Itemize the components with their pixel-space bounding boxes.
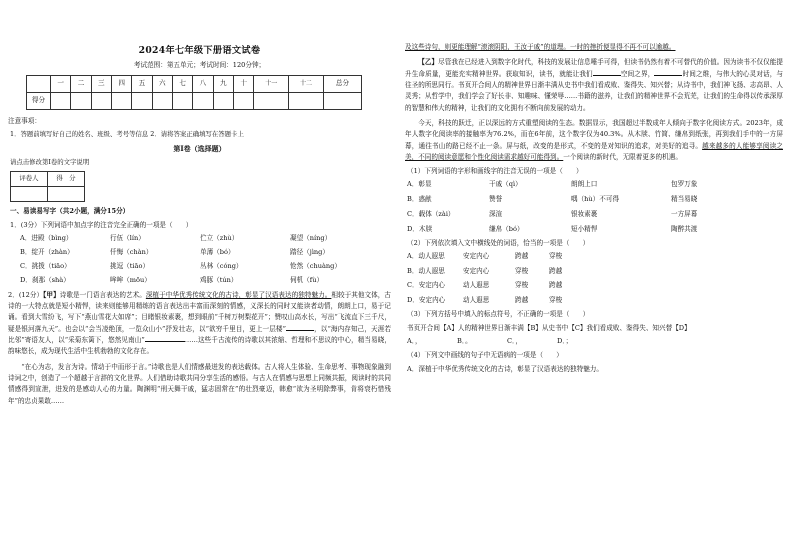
passage-yi-text-a: 尽管我在已经进入到数字化时代，科技的发展让信息唾手可得，但读书仍然有着不可替代的价值。因为读书不仅仅能提升生命质量，更能充实精神世界。获取知识，读书，就能让我们: [405, 58, 783, 78]
q2-blank-1[interactable]: [286, 325, 314, 331]
q1-option-b-1[interactable]: B．绽开（zhàn）: [20, 247, 74, 256]
passage-continued-text: 及这些诗句，则更能理解“滚滚阴阳，王汝于戚”的道理。一时的挫折便显得不再不可以逾越。: [405, 43, 676, 51]
score-header-cell: [289, 75, 324, 92]
score-header-row: [27, 75, 362, 92]
sq2-b-4: 跨越: [549, 266, 563, 275]
score-input-cell[interactable]: [289, 92, 324, 109]
q2-p1-a: 诗歌是一门语言表达的艺术。: [59, 290, 146, 299]
score-input-cell[interactable]: [71, 92, 91, 109]
sq2-b-3: 穿梭: [515, 266, 529, 275]
score-header-stacked: 十二: [300, 79, 313, 87]
sq2-d-2: 动人遐思: [463, 296, 490, 305]
sq2-d-1[interactable]: D．安定内心: [407, 296, 446, 305]
question-1-options: [20, 234, 391, 286]
score-header-cell: 六: [152, 75, 172, 92]
question-2-passage-a: [8, 290, 391, 358]
left-column: [8, 0, 391, 560]
sq1-a-3: 朗朗上口: [571, 180, 598, 189]
sq1-b-1[interactable]: B．惑献: [407, 195, 432, 204]
part1-title: 第Ⅰ卷（选择题）: [173, 144, 226, 154]
score-input-cell[interactable]: [233, 92, 253, 109]
passage-continued: [405, 42, 783, 53]
score-header-cell: 四: [111, 75, 131, 92]
score-input-cell[interactable]: [152, 92, 172, 109]
exam-title: 2024年七年级下册语文试卷: [138, 45, 261, 56]
sq3-option-a[interactable]: A．，: [407, 336, 422, 345]
exam-info: 考试范围：第五单元；考试时间：120分钟；: [133, 60, 266, 69]
sq3-option-c[interactable]: C．，: [507, 336, 522, 345]
score-input-cell[interactable]: [323, 92, 361, 109]
passage-yi-2-b: 2023年，成年人数字化阅读率的接触率为76.2%，而在6年前，这个数字仅为40.3%。从木牍、竹简、缣帛到纸张，再到我们手中的一方屏幕，通往书山的路已经不止一条。屏与纸，改变的是形式，不变的是对知识的追求，对美好的追寻。: [405, 118, 783, 150]
q2-blank-2[interactable]: [145, 336, 185, 342]
q1-option-c-4: 怆然（chuàng）: [290, 261, 341, 270]
sub-question-3-options: [407, 337, 783, 347]
score-input-cell[interactable]: [172, 92, 192, 109]
score-header-cell: 五: [132, 75, 152, 92]
q2-underlined-sentence: 深植于中华优秀传统文化的古诗，彰显了汉语表达的独特魅力。: [145, 290, 332, 299]
q1-option-b-4: 踏径（jìng）: [290, 247, 329, 256]
note-item: 1．答题前填写好自己的姓名、班级、考号等信息 2．请将答案正确填写在答题卡上: [10, 129, 244, 138]
sq3-option-d[interactable]: D．；: [557, 336, 573, 345]
passage-yi-1: [405, 57, 783, 114]
score-header-cell: 七: [172, 75, 192, 92]
q1-option-a-2: 行伍（lín）: [110, 234, 145, 243]
sub-question-2: （2）下列依次填入文中横线处的词语，恰当的一项是（ ）: [407, 238, 590, 247]
sub-question-3-sentence: 书页开合间【A】人的精神世界日渐丰满【B】从史书中【C】我们看成败、鉴得失、知兴替【D】: [407, 324, 691, 333]
score-corner-cell: [27, 75, 51, 92]
sq2-b-1[interactable]: B．动人遐思: [407, 266, 445, 275]
sq1-a-4: 包罗万象: [671, 180, 698, 189]
passage-yi-blank-2[interactable]: [654, 70, 682, 76]
q1-option-c-3: 丛林（cóng）: [200, 261, 243, 270]
q1-option-a-4: 凝望（níng）: [290, 234, 332, 243]
q1-option-d-1[interactable]: D．刹那（shà）: [20, 275, 70, 284]
sub-question-2-options: [407, 252, 783, 307]
question-2-passage-b: “在心为志，发言为诗。情动于中而形于言。”诗歌也是人们情感最迸发的表达载体。古人将人生体验、生命思考、事物现象融到诗词之中，创造了一个超越于言辞的文化世界。人们借助诗歌共同分享生活的感悟。与古人在情感与思想上同频共振，阅读时的共同情感得到宣泄，进发的是感动人心的力量。陶渊明“刑天舞干戚，猛志固常在”的壮烈豪迈，韩愈“欲为圣明除弊事，肯将衰朽惜残年”的忠贞果敢……: [8, 362, 391, 405]
score-value-row: [27, 92, 362, 109]
sq1-c-1[interactable]: C．载体（zài）: [407, 209, 455, 218]
sq1-a-1[interactable]: A．彰显: [407, 180, 432, 189]
score-header-cell: 总分: [323, 75, 361, 92]
passage-yi-2: [405, 118, 783, 163]
q1-option-b-2: 仟悔（chàn）: [110, 247, 153, 256]
sub-question-1: （1）下列词语的字形和画线字的注音无误的一项是（ ）: [407, 167, 583, 176]
sq1-c-2: 深渲: [489, 209, 503, 218]
sq2-d-3: 跨越: [515, 296, 529, 305]
grader-label: 评卷人: [11, 172, 48, 187]
question-1-stem: 1．(3分）下列词语中加点字的注音完全正确的一项是（ ）: [10, 221, 193, 230]
sq1-b-2: 赞誉: [489, 195, 503, 204]
right-column: [405, 0, 783, 560]
notes-title: 注意事项：: [8, 116, 41, 125]
sq1-d-3: 短小精悍: [571, 224, 598, 233]
score-input-cell[interactable]: [213, 92, 233, 109]
passage-yi-tag: 【乙】: [418, 58, 439, 67]
passage-yi-2-a: 今天，科技的跃迁，正以深远的方式重塑阅读的生态。数据显示，我国超过半数成年人倾向于数字化阅读方式。: [418, 118, 747, 127]
grader-input-cell[interactable]: [48, 187, 85, 202]
passage-yi-blank-1[interactable]: [593, 70, 621, 76]
sq2-c-4: 跨越: [549, 281, 563, 290]
sq1-a-2: 干戚（qì）: [489, 180, 522, 189]
score-input-cell[interactable]: [132, 92, 152, 109]
sq2-c-1[interactable]: C．安定内心: [407, 281, 446, 290]
grader-input-cell[interactable]: [11, 187, 48, 202]
score-input-cell[interactable]: [193, 92, 213, 109]
passage-yi-text-c: 时间之维，与伟大的心灵对话，与往圣的所思同行。书页开合间人的精神世界日渐丰满从史书中我们看成败、鉴得失、知兴替；从诗书中，我们神飞扬、志高昂、人灵秀；从哲学中，我们学会了好长非、知趣味、懂荣辱……书籍的滋养，让我们的精神世界不会荒芜，让我们的生命得以传承深厚的智慧和伟大的精神，让我们的文化拥有不断向前发展的动力。: [405, 69, 783, 112]
section1-title: 一、易读易写字（共2小题，满分15分）: [10, 207, 130, 216]
sq2-d-4: 穿梭: [549, 296, 563, 305]
sq1-d-2: 缣帛（bó）: [489, 224, 524, 233]
score-row-label: 得分: [27, 92, 51, 109]
score-table: [26, 75, 362, 110]
sq1-c-4: 一方屏幕: [671, 209, 698, 218]
sq2-a-3: 跨越: [515, 251, 529, 260]
q2-tag: 【甲】: [43, 290, 60, 299]
score-header-stacked: 十一: [265, 79, 278, 87]
q2-p1-d: ……这些千古流传的诗歌以其浓缩、哲理和不思议的中心，精当易晓，韵味悠长，成为现代生活中生机勃勃的文化存在。: [8, 335, 391, 356]
sub-question-1-options: [407, 180, 783, 235]
q1-option-a-3: 伫立（zhù）: [200, 234, 239, 243]
q1-option-b-3: 单薄（bó）: [200, 247, 235, 256]
q1-option-d-4: 伺机（fù）: [290, 275, 324, 284]
q2-stem-label: 2．(12分）: [8, 290, 44, 299]
score-header-cell: [254, 75, 289, 92]
sub-question-3: （3）下列方括号中填入的标点符号，不正确的一项是（ ）: [407, 310, 590, 319]
grader-table: [10, 171, 85, 202]
sq2-a-2: 安定内心: [463, 251, 490, 260]
score-header-cell: 十: [233, 75, 253, 92]
sq2-c-3: 穿梭: [515, 281, 529, 290]
sq1-c-3: 银妆素裹: [571, 209, 598, 218]
sq1-b-3: 喁（hù）不可得: [571, 195, 620, 204]
score-header-cell: 一: [51, 75, 71, 92]
q1-option-d-3: 鸡豚（tún）: [200, 275, 238, 284]
score-header-cell: 二: [71, 75, 91, 92]
grader-score-label: 得 分: [48, 172, 85, 187]
q1-option-a-1[interactable]: A．进殿（bìng）: [20, 234, 73, 243]
sub-question-4: （4）下列文中画线的句子中无语病的一项是（ ）: [407, 350, 563, 359]
sq1-d-1[interactable]: D．木牍: [407, 224, 433, 233]
sq3-option-b[interactable]: B．。: [457, 336, 472, 345]
sq1-d-4: 陶醉共渡: [671, 224, 698, 233]
sq2-b-2: 安定内心: [463, 266, 490, 275]
score-input-cell[interactable]: [111, 92, 131, 109]
score-header-cell: 三: [91, 75, 111, 92]
q1-option-c-2: 挑逗（tiāo）: [110, 261, 150, 270]
sq2-a-1[interactable]: A．动人遐思: [407, 251, 445, 260]
sq2-a-4: 穿梭: [549, 251, 563, 260]
score-input-cell[interactable]: [51, 92, 71, 109]
score-input-cell[interactable]: [91, 92, 111, 109]
score-header-cell: 九: [213, 75, 233, 92]
sq1-b-4: 精当易晓: [671, 195, 698, 204]
sq2-c-2: 动人遐思: [463, 281, 490, 290]
passage-yi-text-b: 空间之界，: [620, 69, 655, 78]
q1-option-c-1[interactable]: C．挑拨（tiāo）: [20, 261, 71, 270]
q1-option-d-2: 哞哞（mōu）: [110, 275, 151, 284]
part1-note: 请点击修改第Ⅰ卷的文字说明: [10, 157, 90, 166]
score-input-cell[interactable]: [254, 92, 289, 109]
sq4-option-a[interactable]: A．深植于中华优秀传统文化的古诗，彰显了汉语表达的独特魅力。: [407, 364, 603, 373]
score-header-cell: 八: [193, 75, 213, 92]
passage-yi-2-underlined: 越来越多的人能够享阅读之美，不同的阅读意愿和个性化阅读需求越好可能得到。: [405, 141, 783, 161]
q2-p1-b: 相较于其他文体，古诗的一大特点就是短小精悍，读来则能够用精练的语言表达出丰富而深刻的情感，义深长的同时又能读者动情，朗朗上口，易于记诵。看到大雪纷飞，写下“燕山雪花大如席”；目睹银妆素裹，想到眼前“千树万树梨花开”；赞叹山高水长，写出“飞流直下三千尺，疑是银河落九天”。也会以“会当凌绝顶，一览众山小”抒发壮志，以“欲穷千里目，更上一层楼”: [8, 290, 391, 333]
q2-p1-c: ，以“海内存知己，天涯若比邻”寄语友人，以“采菊东篱下，悠然见南山”: [8, 324, 391, 344]
passage-yi-2-c: 一个阅读的新时代，无限着更多的机遇。: [563, 152, 682, 161]
